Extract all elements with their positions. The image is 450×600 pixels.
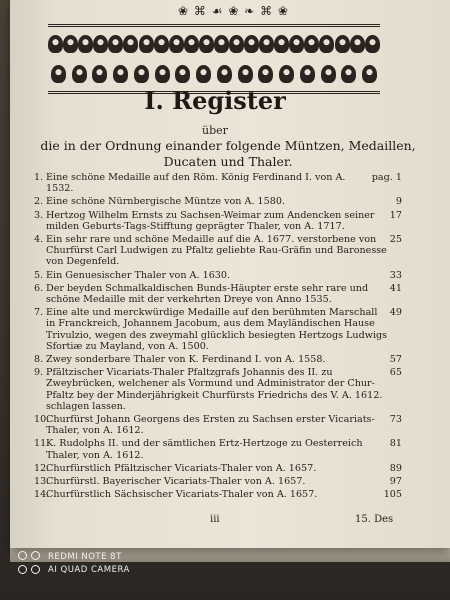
entry-number: 12. [34, 462, 50, 474]
entry-text: Churfürstlich Pfältzischer Vicariats-Thaler von A. 1657. [46, 462, 317, 474]
entry-text: Zwey sonderbare Thaler von K. Ferdinand I. von A. 1558. [46, 354, 326, 366]
register-entry [34, 463, 402, 474]
ornament-glyph: ❧ [244, 4, 255, 18]
leaf-ornament [93, 35, 108, 53]
entry-text: Ein sehr rare und schöne Medaille auf die A. 1677. verstorbene von Churfürst Carl Ludwigen zu Pfaltz geliebte Rau-Gräfin und Baronesse von Degenfeld. [46, 234, 387, 268]
entry-page: pag. 1 [371, 172, 402, 183]
watermark-line-1: REDMI NOTE 8T [48, 552, 122, 562]
register-entry [34, 196, 402, 207]
register-entry [34, 307, 402, 352]
entry-number: 11. [34, 438, 50, 450]
watermark-line-2: AI QUAD CAMERA [48, 565, 130, 575]
leaf-ornament [92, 65, 107, 83]
title-over: über [202, 124, 228, 137]
entry-page: 81 [389, 438, 402, 450]
leaf-ornament [63, 35, 78, 53]
leaf-ornament [51, 65, 66, 83]
leaf-ornament [350, 35, 365, 53]
leaf-ornament [199, 35, 214, 53]
entry-number: 3. [34, 209, 44, 221]
leaf-ornament [169, 35, 184, 53]
book-page [10, 0, 450, 548]
entry-text: Ein Genuesischer Thaler von A. 1630. [46, 269, 231, 281]
entry-page: 49 [389, 307, 402, 319]
leaf-ornament [289, 35, 304, 53]
entry-page: 65 [389, 367, 402, 379]
ornament-band [48, 24, 380, 94]
leaf-ornament [155, 65, 170, 83]
entry-number: 7. [34, 307, 44, 319]
register-entry [34, 438, 402, 460]
entry-number: 4. [34, 234, 44, 246]
leaf-ornament [259, 35, 274, 53]
leaf-ornament [365, 35, 380, 53]
ornament-glyph: ❀ [228, 4, 239, 18]
leaf-ornament [214, 35, 229, 53]
entry-page: 41 [389, 282, 402, 294]
leaf-ornament [78, 35, 93, 53]
entry-text: Eine schöne Medaille auf den Röm. König Ferdinand I. von A. 1532. [46, 172, 346, 195]
catchword: 15. Des [355, 514, 394, 525]
entry-text: Der beyden Schmalkaldischen Bunds-Häupter erste sehr rare und schöne Medaille mit der verkehrten Dreye von Anno 1535. [46, 282, 369, 306]
register-entry [34, 270, 402, 281]
register-entry [34, 476, 402, 487]
leaf-ornament [229, 35, 244, 53]
entry-page: 17 [389, 209, 402, 221]
register-entry [34, 414, 402, 436]
leaf-ornament [48, 35, 63, 53]
register-entry [34, 172, 402, 194]
entry-number: 6. [34, 282, 44, 294]
entry-text: Pfältzischer Vicariats-Thaler Pfaltzgrafs Johannis des II. zu Zweybrücken, welchener als Vormund und Administrator der Chur-Pfaltz bey der Minderjährigkeit Churfürsts Friedrichs des V. A. 1612. schlagen lassen. [46, 367, 383, 412]
leaf-ornament [139, 35, 154, 53]
leaf-ornament [134, 65, 149, 83]
ornament-glyph: ☙ [211, 4, 223, 18]
register-list [34, 172, 402, 502]
register-entry [34, 354, 402, 365]
entry-number: 8. [34, 354, 44, 366]
page-subtitle: die in der Ordnung einander folgende Müntzen, Medaillen, Ducaten und Thaler. [40, 138, 416, 169]
entry-number: 10. [34, 414, 50, 426]
leaf-ornament [175, 65, 190, 83]
entry-page: 97 [389, 476, 402, 488]
leaf-ornament [279, 65, 294, 83]
entry-number: 9. [34, 367, 44, 379]
register-entry [34, 367, 402, 412]
ornament-glyph: ⌘ [193, 4, 206, 18]
entry-text: Hertzog Wilhelm Ernsts zu Sachsen-Weimar zum Andencken seiner milden Geburts-Tags-Stifftung geprägter Thaler, von A. 1717. [46, 209, 375, 232]
entry-page: 33 [389, 269, 402, 281]
entry-text: Churfürstl. Bayerischer Vicariats-Thaler von A. 1657. [46, 476, 306, 488]
leaf-ornament [300, 65, 315, 83]
entry-number: 1. [34, 172, 44, 183]
camera-lens-icon [18, 551, 42, 575]
entry-number: 5. [34, 269, 44, 281]
entry-text: Eine schöne Nürnbergische Müntze von A. 1580. [46, 196, 286, 208]
entry-number: 2. [34, 196, 44, 208]
leaf-ornament [319, 35, 334, 53]
entry-page: 9 [395, 196, 402, 208]
leaf-ornament [154, 35, 169, 53]
leaf-ornament [335, 35, 350, 53]
signature-mark: iii [210, 514, 220, 525]
leaf-ornament [217, 65, 232, 83]
top-ornament [178, 4, 288, 18]
register-entry [34, 210, 402, 232]
entry-page: 105 [383, 489, 402, 501]
leaf-ornament [258, 65, 273, 83]
leaf-ornament [72, 65, 87, 83]
leaf-ornament [244, 35, 259, 53]
entry-page: 73 [389, 414, 402, 426]
ornament-glyph: ⌘ [260, 4, 273, 18]
leaf-ornament [113, 65, 128, 83]
register-entry [34, 283, 402, 305]
entry-page: 89 [389, 462, 402, 474]
leaf-ornament [274, 35, 289, 53]
leaf-ornament [362, 65, 377, 83]
camera-watermark [18, 551, 130, 577]
register-entry [34, 234, 402, 268]
ornament-glyph: ❀ [277, 4, 288, 18]
leaf-ornament [123, 35, 138, 53]
leaf-ornament [321, 65, 336, 83]
entry-text: Churfürstlich Sächsischer Vicariats-Thaler von A. 1657. [46, 489, 318, 501]
register-entry [34, 489, 402, 500]
entry-text: Churfürst Johann Georgens des Ersten zu Sachsen erster Vicariats-Thaler, von A. 1612. [46, 414, 375, 437]
leaf-ornament [184, 35, 199, 53]
entry-text: Eine alte und merckwürdige Medaille auf den berühmten Marschall in Franckreich, Johannem Jacobum, aus dem Mayländischen Hause Trivulzio, wegen des zweymahl glücklich besiegten Hertzogs Ludwigs Sfortiæ zu Mayland, von A. 1500. [46, 307, 388, 352]
leaf-ornament [341, 65, 356, 83]
page-title: I. Register [144, 86, 286, 115]
leaf-ornament [108, 35, 123, 53]
entry-page: 57 [389, 354, 402, 366]
entry-page: 25 [389, 234, 402, 246]
entry-number: 14. [34, 489, 50, 501]
entry-text: K. Rudolphs II. und der sämtlichen Ertz-Hertzoge zu Oesterreich Thaler, von A. 1612. [46, 438, 363, 461]
ornament-glyph: ❀ [178, 4, 189, 18]
leaf-ornament [196, 65, 211, 83]
leaf-ornament [304, 35, 319, 53]
entry-number: 13. [34, 476, 50, 488]
leaf-ornament [238, 65, 253, 83]
